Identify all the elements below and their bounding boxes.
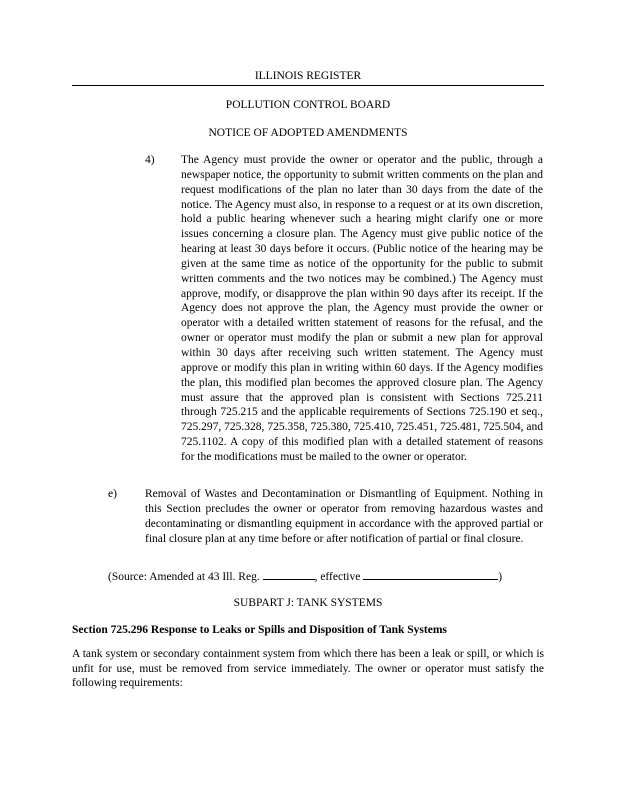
item-4-text: The Agency must provide the owner or operator and the public, through a newspaper notice, the opportunity to submit written comments on the plan and request modifications of the plan no later than 30 days from the date of the notice. The Agency must also, in response to a request or at its own discretion, hold a public hearing whenever such a hearing might clarify one or more issues concerning a closure plan. The Agency must give public notice of the hearing at least 30 days before it occurs. (Public notice of the hearing may be given at the same time as notice of the opportunity for the public to submit written comments and the two notices may be combined.) The Agency must approve, modify, or disapprove the plan within 90 days after its receipt. If the Agency does not approve the plan, the Agency must provide the owner or operator with a detailed written statement of reasons for the refusal, and the owner or operator must modify the plan or submit a new plan for approval within 30 days after receiving such written statement. The Agency must approve or modify this plan in writing within 60 days. If the Agency modifies the plan, this modified plan becomes the approved closure plan. The Agency must assure that the approved plan is consistent with Sections 725.211 through 725.215 and the applicable requirements of Sections 725.190 et seq., 725.297, 725.328, 725.358, 725.380, 725.410, 725.451, 725.481, 725.504, and 725.1102. A copy of this modified plan with a detailed statement of reasons for the modifications must be mailed to the owner or operator. bbox=[181, 154, 543, 463]
subpart-title: SUBPART J: TANK SYSTEMS bbox=[233, 597, 383, 609]
item-e-text: Removal of Wastes and Decontamination or Dismantling of Equipment. Nothing in this Section precludes the owner or operator from removing hazardous wastes and decontaminating or dismantling equipment in accordance with the approved partial or final closure plan at any time before or after notification of partial or final closure. bbox=[145, 488, 543, 545]
source-middle: , effective bbox=[314, 571, 364, 583]
register-header: ILLINOIS REGISTER bbox=[72, 69, 544, 86]
register-blank bbox=[263, 568, 315, 580]
section-body: A tank system or secondary containment system from which there has been a leak or spill, or which is unfit for use, must be removed from service immediately. The owner or operator must satisfy the following requirements: bbox=[72, 648, 544, 689]
item-e-number: e) bbox=[108, 488, 117, 500]
source-suffix: ) bbox=[498, 571, 503, 583]
notice-title: NOTICE OF ADOPTED AMENDMENTS bbox=[208, 127, 408, 139]
item-4-number: 4) bbox=[145, 154, 155, 166]
board-name: POLLUTION CONTROL BOARD bbox=[225, 99, 391, 111]
source-prefix: (Source: Amended at 43 Ill. Reg. bbox=[108, 571, 263, 583]
section-heading: Section 725.296 Response to Leaks or Spills and Disposition of Tank Systems bbox=[72, 624, 447, 636]
source-note bbox=[108, 568, 502, 585]
effective-date-blank bbox=[363, 568, 498, 580]
